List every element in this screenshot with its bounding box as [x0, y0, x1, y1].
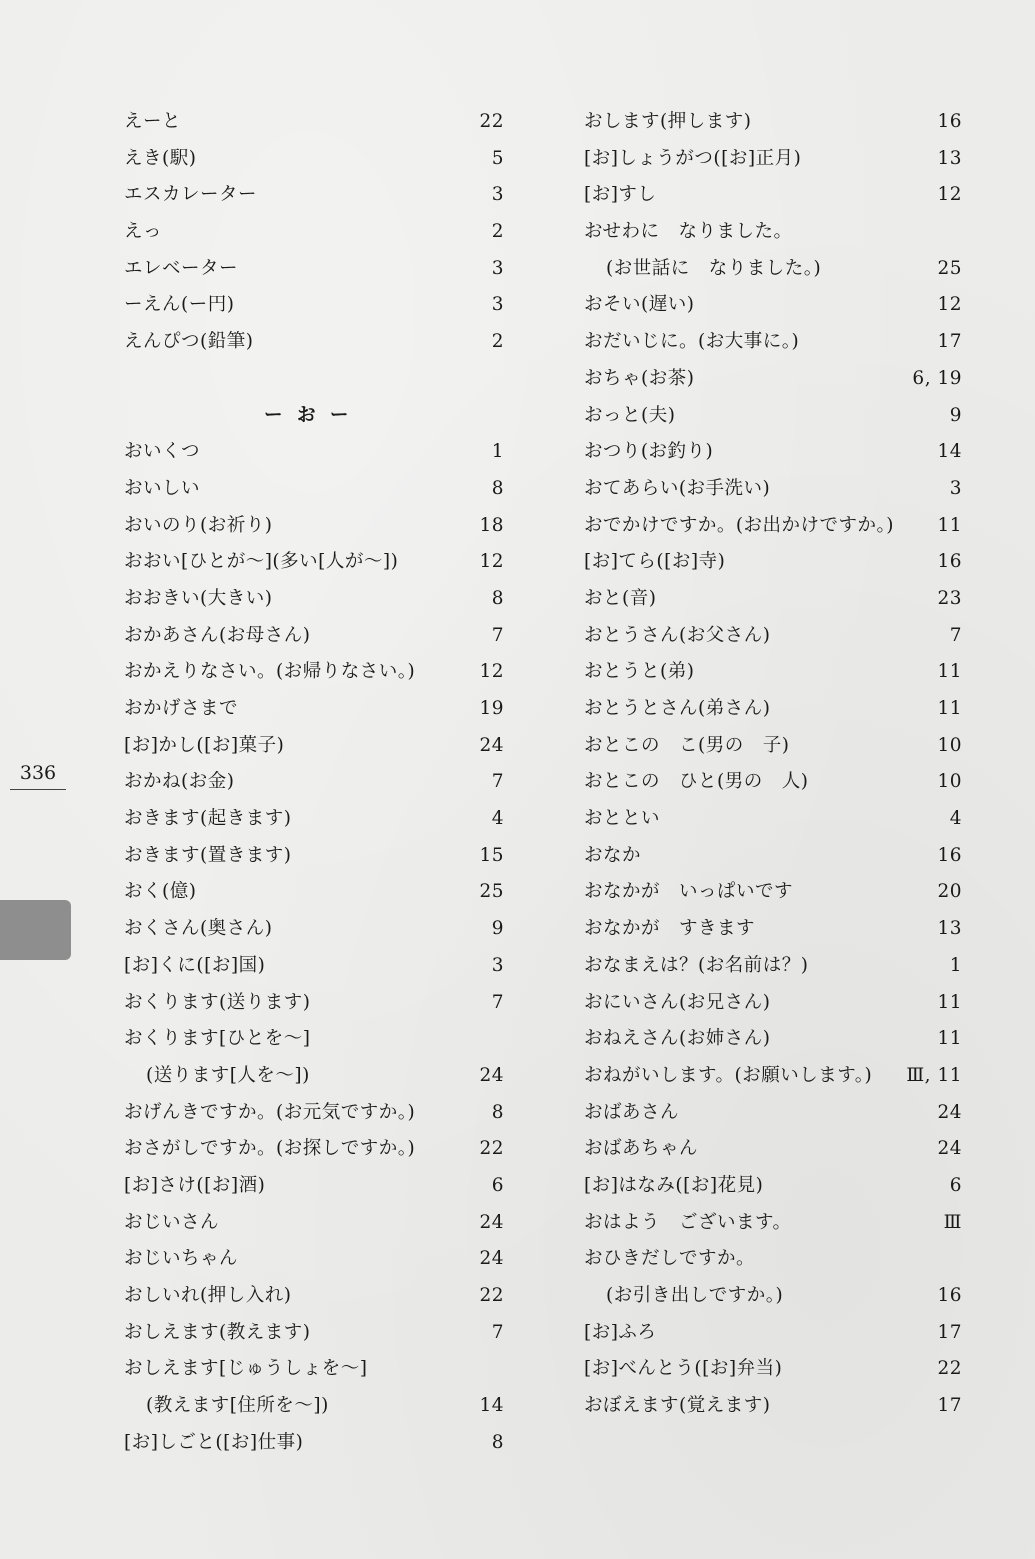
index-entry: [584, 728, 962, 765]
index-term: おいのり(お祈り): [124, 514, 273, 536]
index-term: おくります(送ります): [124, 991, 311, 1013]
index-page-ref: 15: [479, 844, 504, 866]
index-entry: [584, 287, 962, 324]
index-entry: [584, 544, 962, 581]
index-term: おくさん(奥さん): [124, 918, 273, 940]
index-term: おでかけですか。(お出かけですか。): [584, 514, 895, 536]
index-page-ref: 8: [491, 1431, 504, 1453]
index-term: おにいさん(お兄さん): [584, 991, 771, 1013]
index-page-ref: 12: [937, 294, 962, 316]
index-entry: [584, 618, 962, 655]
index-entry: [124, 1241, 504, 1278]
index-term: おひきだしですか。: [584, 1248, 756, 1270]
index-term: おつり(お釣り): [584, 441, 714, 463]
index-term: おく(億): [124, 881, 197, 903]
index-term: おじいちゃん: [124, 1248, 239, 1270]
index-term: おきます(起きます): [124, 808, 292, 830]
index-entry: [124, 508, 504, 545]
index-entry: [584, 948, 962, 985]
index-page-ref: 11: [937, 514, 962, 536]
index-term: おいしい: [124, 477, 201, 499]
index-page-ref: 7: [491, 624, 504, 646]
index-entry: [124, 544, 504, 581]
index-term: おおきい(大きい): [124, 587, 273, 609]
index-entry: [124, 1131, 504, 1168]
index-term: おげんきですか。(お元気ですか。): [124, 1101, 416, 1123]
index-page-ref: 11: [937, 991, 962, 1013]
index-page-ref: 2: [491, 331, 504, 353]
index-page-ref: Ⅲ, 11: [906, 1064, 962, 1086]
index-entry: [584, 691, 962, 728]
index-term: エスカレーター: [124, 184, 258, 206]
index-page-ref: 3: [491, 954, 504, 976]
index-term: (送ります[人を～]): [146, 1064, 310, 1086]
index-entry: [584, 104, 962, 141]
index-term: おかえりなさい。(お帰りなさい。): [124, 661, 416, 683]
index-entry: [124, 1388, 504, 1425]
index-term: おきます(置きます): [124, 844, 292, 866]
index-entry: [584, 1388, 962, 1425]
index-page-ref: Ⅲ: [943, 1211, 962, 1233]
index-term: おいくつ: [124, 441, 201, 463]
index-entry: [124, 985, 504, 1022]
index-page-ref: 9: [491, 918, 504, 940]
index-term: おとこの こ(男の 子): [584, 734, 790, 756]
index-entry: [584, 874, 962, 911]
index-page-ref: 12: [479, 661, 504, 683]
index-term: おばあさん: [584, 1101, 680, 1123]
index-term: (お世話に なりました。): [606, 257, 822, 279]
index-term: おしいれ(押し入れ): [124, 1285, 292, 1306]
index-term: ーえん(ー円): [124, 294, 235, 316]
index-entry: [124, 838, 504, 875]
index-entry: [584, 801, 962, 838]
index-term: えき(駅): [124, 147, 197, 169]
index-entry: [124, 691, 504, 728]
index-page-ref: 7: [491, 991, 504, 1013]
index-page-ref: 12: [937, 184, 962, 206]
index-entry: [584, 654, 962, 691]
index-term: おてあらい(お手洗い): [584, 477, 771, 499]
index-page-ref: 16: [937, 111, 962, 132]
index-entry: [584, 1168, 962, 1205]
index-entry: [124, 287, 504, 324]
index-term: おします(押します): [584, 111, 752, 132]
index-entry: [584, 1095, 962, 1132]
index-term: おなか: [584, 844, 642, 866]
index-term: おねえさん(お姉さん): [584, 1028, 771, 1050]
index-page-ref: 24: [479, 1064, 504, 1086]
index-entry: [124, 1278, 504, 1315]
index-page-ref: 14: [479, 1395, 504, 1417]
index-term: おとうとさん(弟さん): [584, 698, 771, 719]
index-term: [お]くに([お]国): [124, 954, 266, 976]
index-page-ref: 24: [937, 1101, 962, 1123]
index-page-ref: 16: [937, 1285, 962, 1306]
index-term: おぼえます(覚えます): [584, 1395, 771, 1417]
index-entry: [584, 251, 962, 288]
index-entry: [584, 1058, 962, 1095]
index-term: [お]さけ([お]酒): [124, 1174, 266, 1196]
index-term: おかげさまで: [124, 698, 239, 719]
index-entry: [584, 985, 962, 1022]
index-entry: [124, 177, 504, 214]
index-entry: [124, 801, 504, 838]
index-entry: [124, 728, 504, 765]
index-entry: [584, 838, 962, 875]
index-page-ref: 12: [479, 551, 504, 573]
index-column-left: [124, 104, 504, 1461]
index-term: おだいじに。(お大事に。): [584, 331, 800, 353]
index-page-ref: 22: [479, 1285, 504, 1306]
index-term: おなかが すきます: [584, 918, 756, 940]
index-term: おっと(夫): [584, 404, 676, 426]
section-heading: [124, 398, 504, 435]
index-page-ref: 10: [937, 771, 962, 793]
index-term: えーと: [124, 111, 182, 132]
index-entry: [124, 764, 504, 801]
index-term: おおい[ひとが～](多い[人が～]): [124, 551, 399, 573]
index-term: おとうさん(お父さん): [584, 624, 771, 646]
index-page-ref: 6, 19: [912, 367, 962, 389]
index-entry: [584, 1278, 962, 1315]
index-term: [お]てら([お]寺): [584, 551, 726, 573]
index-page-ref: 7: [491, 1321, 504, 1343]
index-page-ref: 24: [479, 734, 504, 756]
index-entry: [584, 1205, 962, 1242]
index-page-ref: 24: [937, 1138, 962, 1160]
index-term: おそい(遅い): [584, 294, 695, 316]
index-term: おさがしですか。(お探しですか。): [124, 1138, 416, 1160]
section-heading-label: ー お ー: [264, 404, 353, 426]
index-term: えっ: [124, 221, 163, 243]
index-page-ref: 7: [491, 771, 504, 793]
index-page-ref: 17: [937, 1321, 962, 1343]
index-entry: [584, 1131, 962, 1168]
index-entry: [124, 214, 504, 251]
index-term: おかあさん(お母さん): [124, 624, 311, 646]
index-term: [お]しごと([お]仕事): [124, 1431, 304, 1453]
index-entry: [584, 508, 962, 545]
index-entry: [124, 1058, 504, 1095]
index-page-ref: 22: [937, 1358, 962, 1380]
index-entry: [124, 104, 504, 141]
index-page-ref: 3: [491, 184, 504, 206]
index-entry: [124, 1425, 504, 1462]
index-entry: [584, 177, 962, 214]
index-page-ref: 1: [491, 441, 504, 463]
index-page-ref: 11: [937, 698, 962, 719]
index-term: おとうと(弟): [584, 661, 695, 683]
index-page-ref: 17: [937, 1395, 962, 1417]
index-page-ref: 6: [491, 1174, 504, 1196]
index-entry: [124, 874, 504, 911]
index-term: [お]かし([お]菓子): [124, 734, 285, 756]
index-term: (教えます[住所を～]): [146, 1395, 329, 1417]
index-term: (お引き出しですか。): [606, 1285, 784, 1306]
index-entry: [584, 398, 962, 435]
index-term: エレベーター: [124, 257, 239, 279]
index-page-ref: 25: [479, 881, 504, 903]
index-page-ref: 11: [937, 1028, 962, 1050]
index-entry: [124, 911, 504, 948]
index-page-ref: 1: [949, 954, 962, 976]
index-page-ref: 8: [491, 587, 504, 609]
index-term: えんぴつ(鉛筆): [124, 331, 254, 353]
index-page-ref: 8: [491, 477, 504, 499]
index-page-ref: 3: [491, 294, 504, 316]
index-term: おじいさん: [124, 1211, 220, 1233]
index-entry: [584, 911, 962, 948]
index-term: おしえます(教えます): [124, 1321, 311, 1343]
index-term: おとこの ひと(男の 人): [584, 771, 809, 793]
index-entry: [584, 764, 962, 801]
index-page-ref: 3: [491, 257, 504, 279]
index-page-ref: 20: [937, 881, 962, 903]
index-page-ref: 3: [949, 477, 962, 499]
index-page-ref: 19: [479, 698, 504, 719]
index-page-ref: 22: [479, 1138, 504, 1160]
page-number-underline: [10, 789, 66, 790]
index-entry: [124, 141, 504, 178]
index-entry: [124, 1205, 504, 1242]
index-page-ref: 4: [949, 808, 962, 830]
index-term: おなまえは？(お名前は？): [584, 954, 809, 976]
index-entry: [584, 1315, 962, 1352]
index-term: [お]べんとう([お]弁当): [584, 1358, 783, 1380]
index-page-ref: 22: [479, 111, 504, 132]
index-term: おばあちゃん: [584, 1138, 699, 1160]
index-term: おせわに なりました。: [584, 221, 793, 243]
index-column-right: [584, 104, 962, 1425]
index-entry: [124, 1315, 504, 1352]
index-page-ref: 7: [949, 624, 962, 646]
index-page-ref: 23: [937, 587, 962, 609]
index-term: おととい: [584, 808, 661, 830]
index-term: おくります[ひとを～]: [124, 1028, 311, 1050]
index-term: [お]すし: [584, 184, 657, 206]
index-entry: [584, 1241, 962, 1278]
index-page-ref: 17: [937, 331, 962, 353]
index-entry: [124, 618, 504, 655]
index-page-ref: 16: [937, 844, 962, 866]
index-term: おねがいします。(お願いします。): [584, 1064, 873, 1086]
index-entry: [584, 361, 962, 398]
index-term: おはよう ございます。: [584, 1211, 792, 1233]
index-entry: [584, 1351, 962, 1388]
index-entry: [124, 324, 504, 361]
index-term: [お]しょうがつ([お]正月): [584, 147, 802, 169]
index-entry: [124, 434, 504, 471]
index-page-ref: 4: [491, 808, 504, 830]
index-page-ref: 24: [479, 1248, 504, 1270]
index-term: おなかが いっぱいです: [584, 881, 794, 903]
index-entry: [124, 361, 504, 398]
index-page-ref: 2: [491, 221, 504, 243]
index-page-ref: 11: [937, 661, 962, 683]
index-page-ref: 18: [479, 514, 504, 536]
index-entry: [584, 1021, 962, 1058]
index-entry: [584, 324, 962, 361]
index-entry: [124, 1021, 504, 1058]
index-entry: [124, 654, 504, 691]
index-entry: [584, 581, 962, 618]
index-term: おちゃ(お茶): [584, 367, 695, 389]
index-page-ref: 8: [491, 1101, 504, 1123]
index-entry: [124, 1351, 504, 1388]
index-entry: [584, 214, 962, 251]
index-entry: [124, 948, 504, 985]
index-page-ref: 5: [491, 147, 504, 169]
index-entry: [124, 1095, 504, 1132]
index-page-ref: 10: [937, 734, 962, 756]
index-entry: [124, 251, 504, 288]
index-entry: [584, 141, 962, 178]
index-entry: [584, 471, 962, 508]
index-page-ref: 6: [949, 1174, 962, 1196]
index-page-ref: 14: [937, 441, 962, 463]
index-term: [お]ふろ: [584, 1321, 657, 1343]
index-entry: [124, 1168, 504, 1205]
index-page-ref: 24: [479, 1211, 504, 1233]
index-page-ref: 9: [949, 404, 962, 426]
index-term: おしえます[じゅうしょを～]: [124, 1358, 368, 1380]
index-entry: [584, 434, 962, 471]
page-number: 336: [19, 762, 57, 784]
index-page-ref: 13: [937, 147, 962, 169]
index-page-ref: 25: [937, 257, 962, 279]
index-term: おと(音): [584, 587, 657, 609]
thumb-index-tab: [0, 900, 71, 960]
index-entry: [124, 581, 504, 618]
index-entry: [124, 471, 504, 508]
index-term: おかね(お金): [124, 771, 235, 793]
index-term: [お]はなみ([お]花見): [584, 1174, 764, 1196]
index-page-ref: 13: [937, 918, 962, 940]
index-page-ref: 16: [937, 551, 962, 573]
